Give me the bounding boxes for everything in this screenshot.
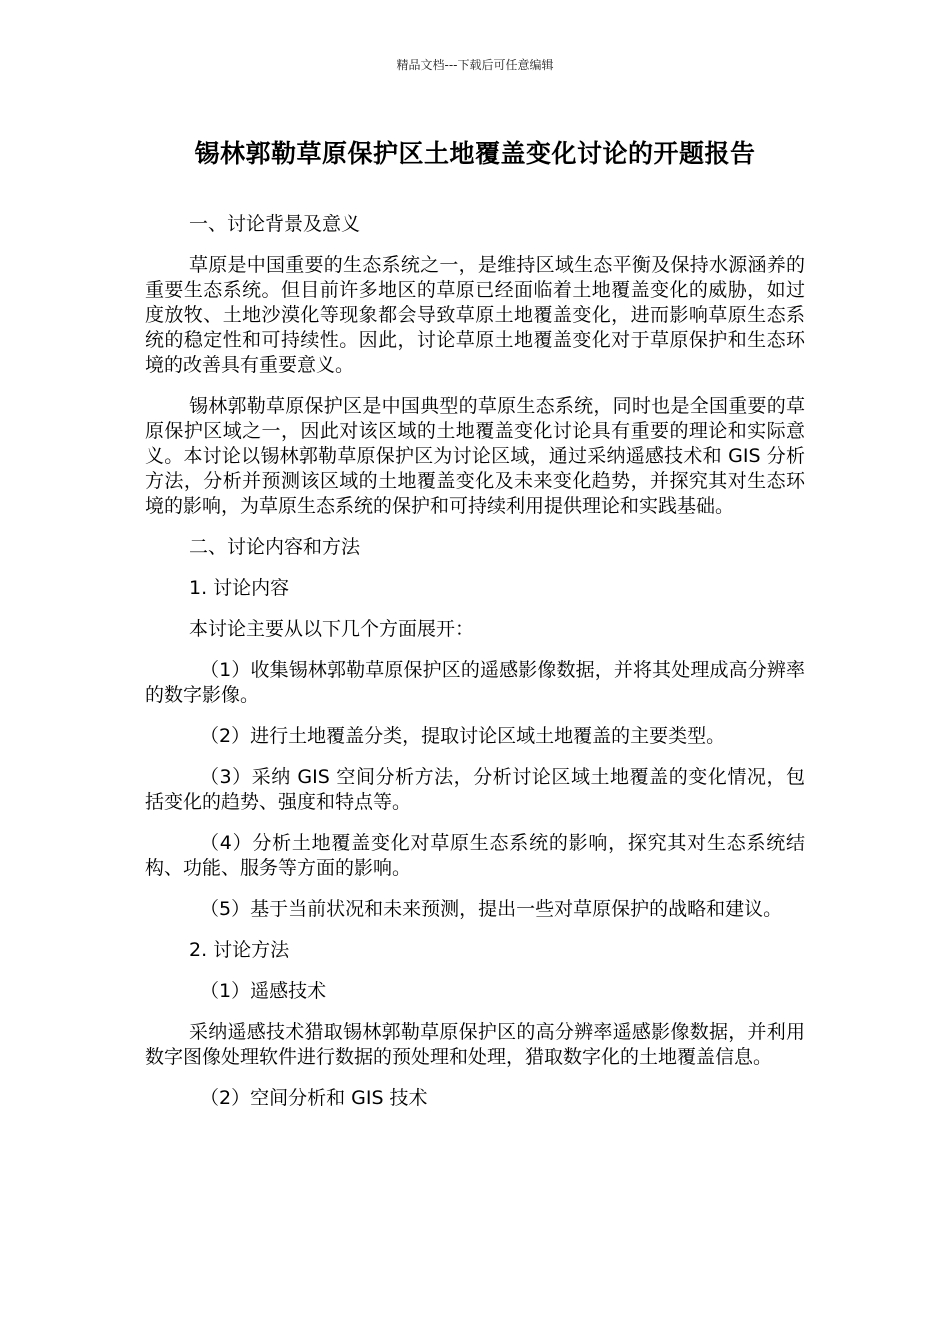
paragraph-background-1: 草原是中国重要的生态系统之一，是维持区域生态平衡及保持水源涵养的重要生态系统。但目前许多地区的草原已经面临着土地覆盖变化的威胁，如过度放牧、土地沙漠化等现象都会导致草原土地覆盖变化，进而影响草原生态系统的稳定性和可持续性。因此，讨论草原土地覆盖变化对于草原保护和生态环境的改善具有重要意义。 (145, 254, 805, 376)
method-heading-remote-sensing: （1）遥感技术 (200, 980, 327, 1002)
paragraph-background-2: 锡林郭勒草原保护区是中国典型的草原生态系统，同时也是全国重要的草原保护区域之一，因此对该区域的土地覆盖变化讨论具有重要的理论和实际意义。本讨论以锡林郭勒草原保护区为讨论区域，通过采纳遥感技术和 GIS 分析方法，分析并预测该区域的土地覆盖变化及未来变化趋势，并探究其对生态环境的影响，为草原生态系统的保护和可持续利用提供理论和实践基础。 (145, 395, 805, 517)
list-item-content-2: （2）进行土地覆盖分类，提取讨论区域土地覆盖的主要类型。 (200, 725, 726, 747)
section-heading-background: 一、讨论背景及意义 (189, 213, 361, 235)
list-item-content-1: （1）收集锡林郭勒草原保护区的遥感影像数据，并将其处理成高分辨率的数字影像。 (145, 659, 805, 706)
document-title: 锡林郭勒草原保护区土地覆盖变化讨论的开题报告 (194, 139, 756, 168)
list-item-content-4: （4）分析土地覆盖变化对草原生态系统的影响，探究其对生态系统结构、功能、服务等方面的影响。 (145, 832, 805, 879)
list-item-content-3: （3）采纳 GIS 空间分析方法，分析讨论区域土地覆盖的变化情况，包括变化的趋势、强度和特点等。 (145, 766, 805, 813)
document-body (145, 212, 805, 1127)
subheading-methods: 2. 讨论方法 (189, 939, 290, 961)
list-item-content-5: （5）基于当前状况和未来预测，提出一些对草原保护的战略和建议。 (200, 898, 783, 920)
paragraph-content-intro: 本讨论主要从以下几个方面展开： (189, 618, 475, 640)
subheading-content: 1. 讨论内容 (189, 577, 290, 599)
section-heading-content-methods: 二、讨论内容和方法 (189, 536, 361, 558)
page-header: 精品文档---下载后可任意编辑 (396, 58, 554, 72)
paragraph-remote-sensing: 采纳遥感技术猎取锡林郭勒草原保护区的高分辨率遥感影像数据，并利用数字图像处理软件进行数据的预处理和处理，猎取数字化的土地覆盖信息。 (145, 1021, 805, 1068)
method-heading-gis: （2）空间分析和 GIS 技术 (200, 1087, 428, 1109)
